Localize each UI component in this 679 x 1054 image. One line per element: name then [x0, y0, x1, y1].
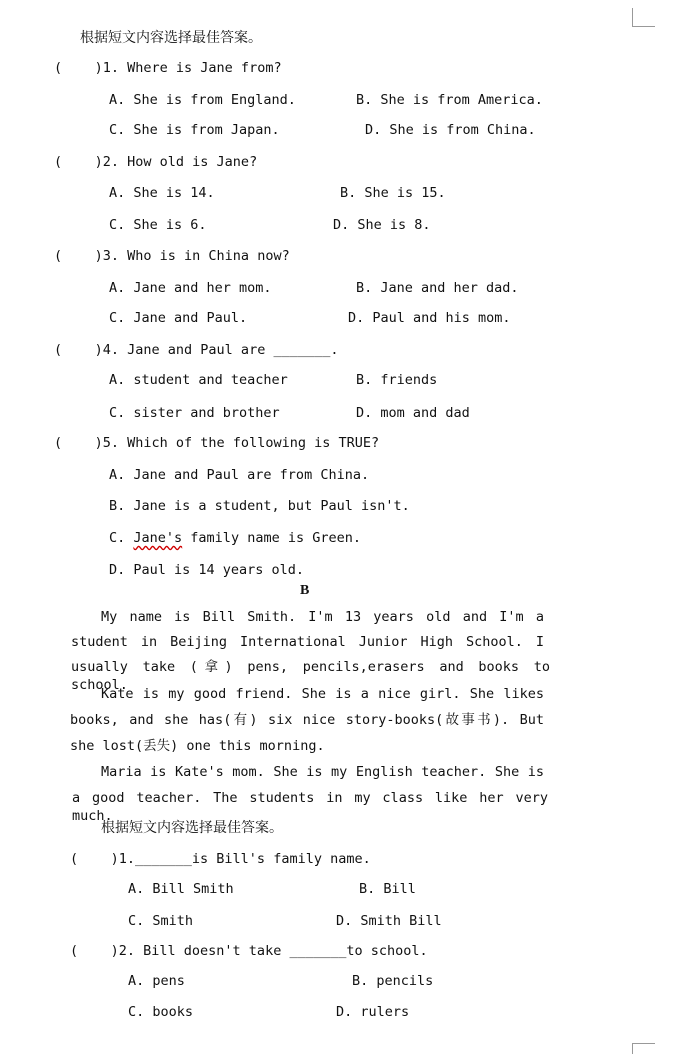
- option-a2-a: A. She is 14.: [109, 185, 215, 201]
- option-b2-c: C. books: [128, 1004, 194, 1020]
- question-a4: ( )4. Jane and Paul are _______.: [54, 342, 339, 358]
- option-b2-b: B. pencils: [352, 973, 434, 989]
- option-b1-d: D. Smith Bill: [336, 913, 442, 929]
- passage-line-3: usually take (拿) pens, pencils,erasers and books to school.: [71, 659, 550, 693]
- option-a2-b: B. She is 15.: [340, 185, 446, 201]
- question-a3: ( )3. Who is in China now?: [54, 248, 290, 264]
- question-b1: ( )1._______is Bill's family name.: [70, 851, 371, 867]
- question-a2: ( )2. How old is Jane?: [54, 154, 258, 170]
- passage-line-4: Kate is my good friend. She is a nice girl. She likes: [101, 686, 544, 702]
- option-a2-c: C. She is 6.: [109, 217, 207, 233]
- question-b2: ( )2. Bill doesn't take _______to school.: [70, 943, 428, 959]
- passage-line-7: Maria is Kate's mom. She is my English teacher. She is: [101, 764, 544, 780]
- option-a3-d: D. Paul and his mom.: [348, 310, 511, 326]
- passage-line-2: student in Beijing International Junior High School. I: [71, 634, 544, 650]
- instruction-b: 根据短文内容选择最佳答案。: [101, 820, 283, 836]
- option-b2-d: D. rulers: [336, 1004, 410, 1020]
- option-a1-c: C. She is from Japan.: [109, 122, 280, 138]
- option-a1-d: D. She is from China.: [365, 122, 536, 138]
- passage-line-8: a good teacher. The students in my class like her very much.: [72, 790, 548, 824]
- option-a4-b: B. friends: [356, 372, 438, 388]
- option-a5-d: D. Paul is 14 years old.: [109, 562, 305, 578]
- passage-line-1: My name is Bill Smith. I'm 13 years old and I'm a: [101, 609, 544, 625]
- option-b2-a: A. pens: [128, 973, 185, 989]
- option-b1-b: B. Bill: [359, 881, 416, 897]
- instruction-a: 根据短文内容选择最佳答案。: [80, 30, 262, 46]
- option-a1-a: A. She is from England.: [109, 92, 296, 108]
- option-a4-d: D. mom and dad: [356, 405, 470, 421]
- passage-line-5: books, and she has(有) six nice story-books(故事书). But: [70, 712, 544, 728]
- page-corner-mark-top: [632, 8, 655, 27]
- option-a5-b: B. Jane is a student, but Paul isn't.: [109, 498, 410, 514]
- option-a1-b: B. She is from America.: [356, 92, 543, 108]
- option-a4-a: A. student and teacher: [109, 372, 288, 388]
- section-b-heading: B: [300, 583, 310, 598]
- option-a5-c: C. Jane's family name is Green.: [109, 530, 361, 546]
- option-a3-c: C. Jane and Paul.: [109, 310, 248, 326]
- option-a5-a: A. Jane and Paul are from China.: [109, 467, 370, 483]
- option-a4-c: C. sister and brother: [109, 405, 280, 421]
- passage-line-6: she lost(丢失) one this morning.: [70, 738, 325, 754]
- option-a2-d: D. She is 8.: [333, 217, 431, 233]
- option-b1-c: C. Smith: [128, 913, 194, 929]
- question-a1: ( )1. Where is Jane from?: [54, 60, 282, 76]
- question-a5: ( )5. Which of the following is TRUE?: [54, 435, 380, 451]
- option-a3-b: B. Jane and her dad.: [356, 280, 519, 296]
- option-a3-a: A. Jane and her mom.: [109, 280, 272, 296]
- option-b1-a: A. Bill Smith: [128, 881, 234, 897]
